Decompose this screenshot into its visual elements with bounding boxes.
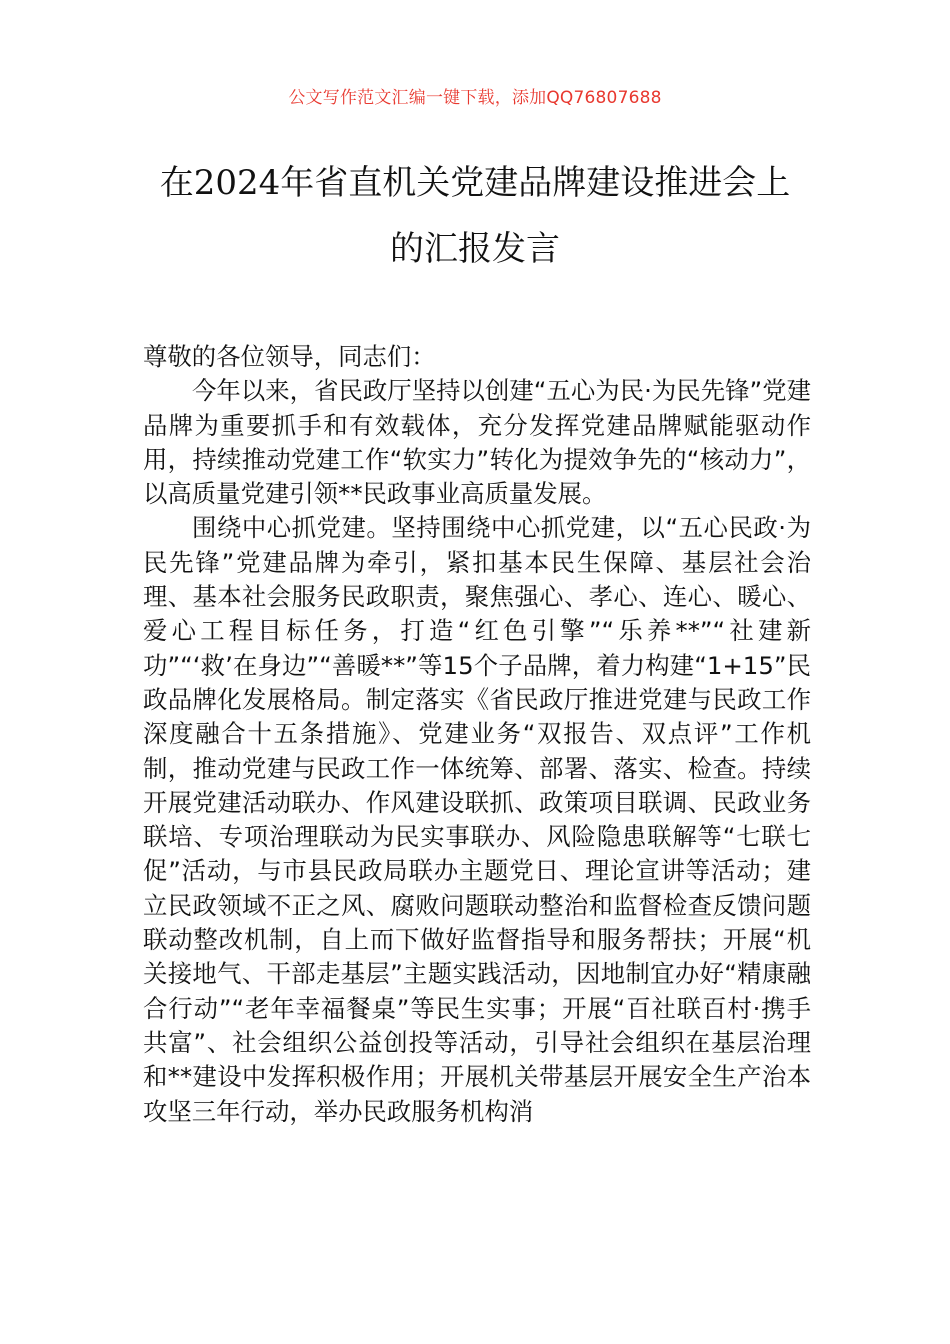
paragraph-intro: 今年以来，省民政厅坚持以创建“五心为民·为民先锋”党建品牌为重要抓手和有效载体，充分发挥党建品牌赋能驱动作用，持续推动党建工作“软实力”转化为提效争先的“核动力”，以高质量党建引领**民政事业高质量发展。: [143, 376, 811, 509]
promo-banner[interactable]: 公文写作范文汇编一键下载，添加QQ76807688: [288, 88, 662, 108]
paragraph-center-party-building: 围绕中心抓党建。坚持围绕中心抓党建，以“五心民政·为民先锋”党建品牌为牵引，紧扣基本民生保障、基层社会治理、基本社会服务民政职责，聚焦强心、孝心、连心、暖心、爱心工程目标任务，打造“红色引擎”“乐养**”“社建新功”“‘救’在身边”“善暖**”等15个子品牌，着力构建“1+15”民政品牌化发展格局。制定落实《省民政厅推进党建与民政工作深度融合十五条措施》、党建业务“双报告、双点评”工作机制，推动党建与民政工作一体统筹、部署、落实、检查。持续开展党建活动联办、作风建设联抓、政策项目联调、民政业务联培、专项治理联动为民实事联办、风险隐患联解等“七联七促”活动，与市县民政局联办主题党日、理论宣讲等活动；建立民政领域不正之风、腐败问题联动整治和监督检查反馈问题联动整改机制，自上而下做好监督指导和服务帮扶；开展“机关接地气、干部走基层”主题实践活动，因地制宜办好“精康融合行动”“老年幸福餐桌”等民生实事；开展“百社联百村·携手共富”、社会组织公益创投等活动，引导社会组织在基层治理和**建设中发挥积极作用；开展机关带基层开展安全生产治本攻坚三年行动，举办民政服务机构消: [143, 513, 811, 1126]
document-body: [143, 340, 811, 1129]
salutation: 尊敬的各位领导，同志们：: [143, 342, 436, 371]
document-title: [90, 150, 860, 282]
title-line-1: 在2024年省直机关党建品牌建设推进会上: [159, 163, 791, 203]
title-line-2: 的汇报发言: [390, 229, 560, 269]
